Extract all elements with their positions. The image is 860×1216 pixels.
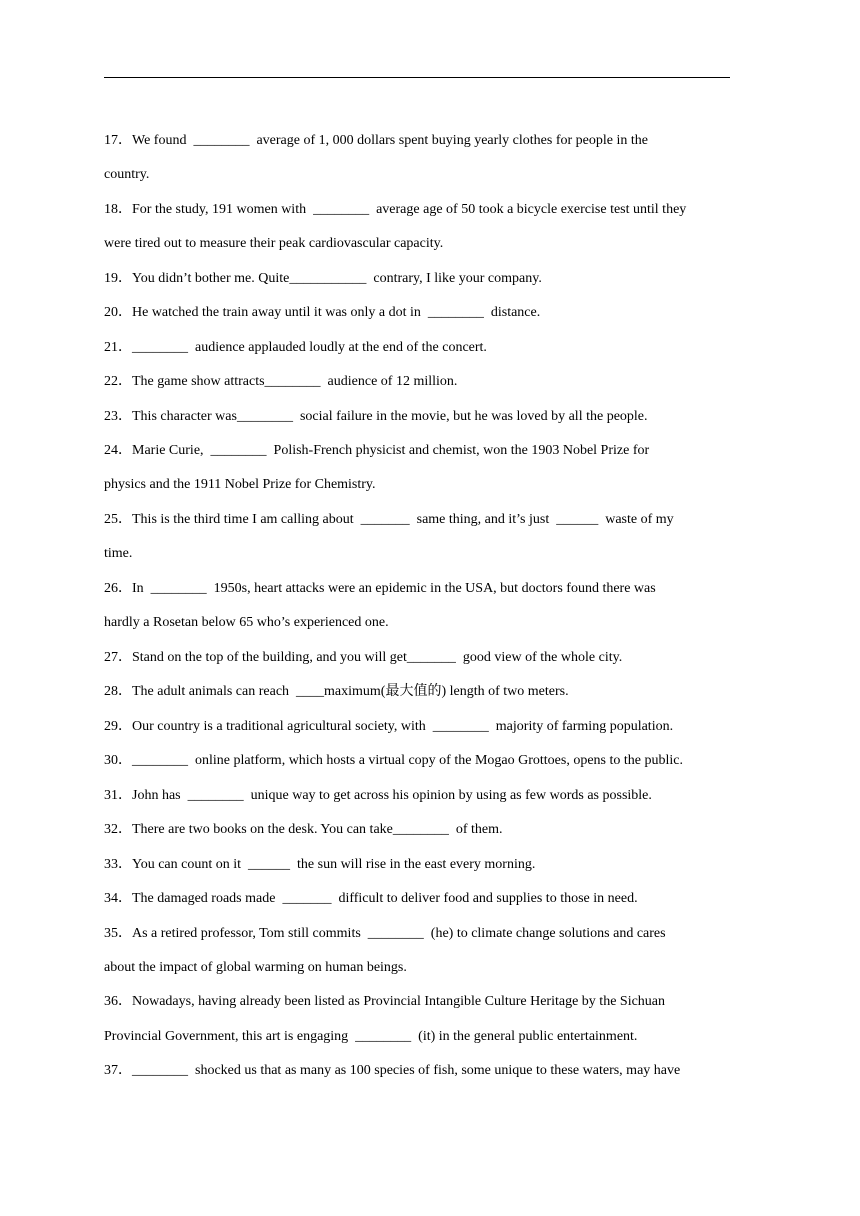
text-line: country. <box>104 167 150 182</box>
text-line: 22．The game show attracts________ audience of 12 million. <box>104 374 458 389</box>
text-line: 34．The damaged roads made _______ difficult to deliver food and supplies to those in need. <box>104 891 638 906</box>
text-line: 37．________ shocked us that as many as 100 species of fish, some unique to these waters, may have <box>104 1063 681 1078</box>
text-line: 28．The adult animals can reach ____maximum(最大值的) length of two meters. <box>104 684 569 699</box>
text-line: 30．________ online platform, which hosts a virtual copy of the Mogao Grottoes, opens to the public. <box>104 753 683 768</box>
text-line: 27．Stand on the top of the building, and you will get_______ good view of the whole city. <box>104 650 623 665</box>
text-line: 26．In ________ 1950s, heart attacks were an epidemic in the USA, but doctors found there was <box>104 581 656 596</box>
text-line: 17．We found ________ average of 1, 000 dollars spent buying yearly clothes for people in the <box>104 133 648 148</box>
text-line: physics and the 1911 Nobel Prize for Chemistry. <box>104 477 376 492</box>
text-line: 18．For the study, 191 women with ________ average age of 50 took a bicycle exercise test until they <box>104 202 687 217</box>
text-line: hardly a Rosetan below 65 who’s experienced one. <box>104 615 389 630</box>
text-line: 25．This is the third time I am calling about _______ same thing, and it’s just ______ waste of my <box>104 512 674 527</box>
text-line: time. <box>104 546 133 561</box>
text-line: about the impact of global warming on human beings. <box>104 960 407 975</box>
text-line: 21．________ audience applauded loudly at the end of the concert. <box>104 340 487 355</box>
text-line: were tired out to measure their peak cardiovascular capacity. <box>104 236 444 251</box>
text-line: 24．Marie Curie, ________ Polish-French physicist and chemist, won the 1903 Nobel Prize for <box>104 443 650 458</box>
text-line: Provincial Government, this art is engaging ________ (it) in the general public entertainment. <box>104 1029 638 1044</box>
header-rule <box>104 77 730 78</box>
text-line: 19．You didn’t bother me. Quite___________ contrary, I like your company. <box>104 271 542 286</box>
text-line: 31．John has ________ unique way to get across his opinion by using as few words as possible. <box>104 788 652 803</box>
text-line: 36．Nowadays, having already been listed as Provincial Intangible Culture Heritage by the Sichuan <box>104 994 666 1009</box>
text-line: 29．Our country is a traditional agricultural society, with ________ majority of farming population. <box>104 719 674 734</box>
text-line: 33．You can count on it ______ the sun will rise in the east every morning. <box>104 857 536 872</box>
text-line: 23．This character was________ social failure in the movie, but he was loved by all the people. <box>104 409 648 424</box>
text-line: 20．He watched the train away until it was only a dot in ________ distance. <box>104 305 541 320</box>
text-line: 32．There are two books on the desk. You can take________ of them. <box>104 822 503 837</box>
text-line: 35．As a retired professor, Tom still commits ________ (he) to climate change solutions and cares <box>104 926 666 941</box>
